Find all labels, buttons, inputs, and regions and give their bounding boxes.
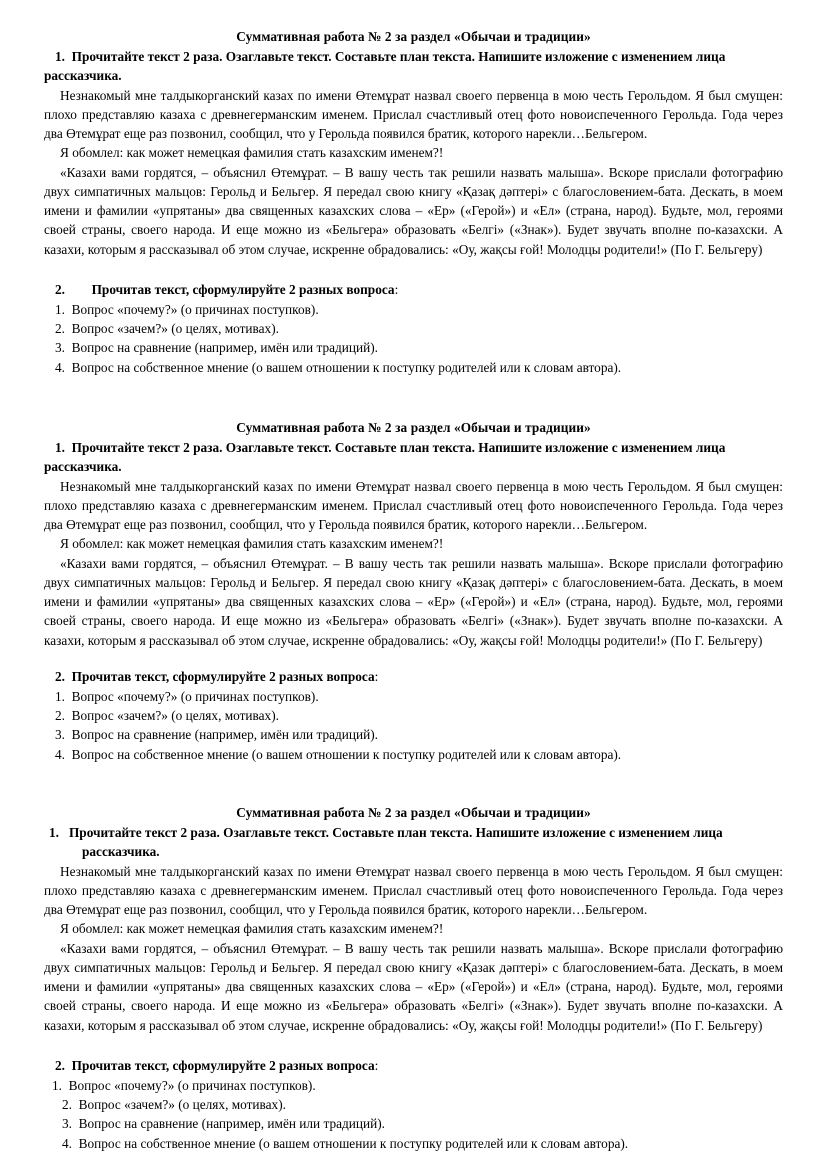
spacer (44, 1035, 783, 1057)
list-item: 3. Вопрос на сравнение (например, имён или традиций). (55, 340, 378, 356)
task-2-number-2: 2. (55, 668, 65, 684)
list-item: 4. Вопрос на собственное мнение (о вашем отношении к поступку родителей или к словам автора). (55, 746, 622, 762)
task-1-text-3: Прочитайте текст 2 раза. Озаглавьте текст. Составьте план текста. Напишите изложение с изменением лица рассказчика. (68, 824, 723, 859)
task-2-gap-1 (65, 282, 92, 297)
task-1-heading-2 (44, 439, 783, 477)
task-2-text-2: Прочитав текст, сформулируйте 2 разных вопроса (71, 668, 375, 684)
task-1-number-2: 1. (55, 439, 65, 455)
body-paragraph-1-3: «Казахи вами гордятся, – объяснил Өтемұрат. – В вашу честь так решили назвать малыша». Вскоре прислали фотографию двух симпатичных мальцов: Герольд и Бельгер. Я передал свою книгу «Қазақ дәптері» с благословением-бата. Дескать, в моем имени и фамилии «упрятаны» два священных казахских слова – «Ер» («Герой») и «Ел» (страна, народ). Будьте, мол, героями своей страны, своего народа. И еще можно из «Бельгера» образовать «Белгі» («Знак»). Будет звучать вполне по-казахски. А казахи, которым я рассказывал об этом случае, искренне обрадовались: «Оу, жақсы ғой! Молодцы родители!» (По Г. Бельгеру) (44, 164, 783, 257)
body-paragraph-3-2: Я обомлел: как может немецкая фамилия стать казахским именем?! (60, 921, 444, 937)
worksheet-block-1 (44, 28, 783, 377)
task-2-text-1: Прочитав текст, сформулируйте 2 разных вопроса (91, 282, 395, 298)
task-1-gap-2 (65, 440, 72, 455)
task-2-colon-2: : (374, 668, 379, 684)
document-title-3: Суммативная работа № 2 за раздел «Обычаи и традиции» (236, 804, 591, 820)
list-item: 2. Вопрос «зачем?» (о целях, мотивах). (55, 321, 279, 337)
body-paragraph-3-3: «Казахи вами гордятся, – объяснил Өтемұрат. – В вашу честь так решили назвать малыша». Вскоре прислали фотографию двух симпатичных мальцов: Герольд и Бельгер. Я передал свою книгу «Қазак дәптері» с благословением-бата. Дескать, в моем имени и фамилии «упрятаны» два священных казахских слова – «Ер» («Герой») и «Ел» (страна, народ). Будьте, мол, героями своей страны, своего народа. И еще можно из «Бельгера» образовать «Белгі» («Знак»). Будет звучать вполне по-казахски. А казахи, которым я рассказывал об этом случае, искренне обрадовались: «Оу, жақсы ғой! Молодцы родители!» (По Г. Бельгеру) (44, 940, 783, 1033)
task-2-text-3: Прочитав текст, сформулируйте 2 разных вопроса (71, 1057, 375, 1073)
block-separator-1 (44, 377, 783, 419)
list-item: 4. Вопрос на собственное мнение (о вашем отношении к поступку родителей или к словам автора). (62, 1135, 629, 1151)
task-2-gap-2 (65, 669, 72, 684)
task-1-heading-3 (44, 824, 783, 862)
document-title-2: Суммативная работа № 2 за раздел «Обычаи и традиции» (236, 419, 591, 435)
body-paragraph-1-2: Я обомлел: как может немецкая фамилия стать казахским именем?! (60, 145, 444, 161)
document-title-1: Суммативная работа № 2 за раздел «Обычаи и традиции» (236, 29, 591, 44)
task-2-gap-3 (65, 1058, 72, 1073)
list-item: 3. Вопрос на сравнение (например, имён или традиций). (55, 727, 378, 743)
task-2-heading-3 (44, 1057, 783, 1076)
list-item: 2. Вопрос «зачем?» (о целях, мотивах). (55, 708, 279, 724)
spacer (44, 259, 783, 281)
task-2-number-1: 2. (55, 282, 65, 298)
task-1-number-1: 1. (55, 48, 65, 64)
question-list-3 (44, 1076, 783, 1153)
task-2-colon-3: : (374, 1057, 379, 1073)
list-item: 2. Вопрос «зачем?» (о целях, мотивах). (62, 1097, 286, 1113)
worksheet-block-3 (44, 804, 783, 1153)
task-1-text-2: Прочитайте текст 2 раза. Озаглавьте текст. Составьте план текста. Напишите изложение с изменением лица рассказчика. (44, 439, 726, 474)
task-1-text-1: Прочитайте текст 2 раза. Озаглавьте текст. Составьте план текста. Напишите изложение с изменением лица рассказчика. (44, 48, 726, 83)
list-item: 4. Вопрос на собственное мнение (о вашем отношении к поступку родителей или к словам автора). (55, 359, 622, 375)
list-item: 1. Вопрос «почему?» (о причинах поступков). (55, 301, 319, 317)
body-paragraph-2-3: «Казахи вами гордятся, – объяснил Өтемұрат. – В вашу честь так решили назвать малыша». Вскоре прислали фотографию двух симпатичных мальцов: Герольд и Бельгер. Я передал свою книгу «Қазақ дәптері» с благословением-бата. Дескать, в моем имени и фамилии «упрятаны» два священных казахских слова – «Ер» («Герой») и «Ел» (страна, народ). Будьте, мол, героями своей страны, своего народа. И еще можно из «Бельгера» образовать «Белгі» («Знак»). Будет звучать вполне по-казахски. А казахи, которым я рассказывал об этом случае, искренне обрадовались: «Оу, жақсы ғой! Молодцы родители!» (По Г. Бельгеру) (44, 555, 783, 648)
list-item: 1. Вопрос «почему?» (о причинах поступков). (52, 1077, 316, 1093)
task-2-heading-1 (44, 281, 783, 300)
body-paragraph-3-1: Незнакомый мне талдыкорганский казах по имени Өтемұрат назвал своего первенца в мою честь Герольдом. Я был смущен: плохо представляю казаха с древнегерманским именем. Прислал счастливый отец фото новоиспеченного Герольда. Года через два Өтемұрат еще раз позвонил, сообщил, что у Герольда появился братик, которого нарекли…Бельгером. (44, 863, 783, 918)
list-item: 3. Вопрос на сравнение (например, имён или традиций). (62, 1116, 385, 1132)
task-1-gap-3 (59, 825, 69, 840)
list-item: 1. Вопрос «почему?» (о причинах поступков). (55, 688, 319, 704)
task-2-colon-1: : (394, 282, 399, 298)
block-separator-2 (44, 764, 783, 804)
body-paragraph-1-1: Незнакомый мне талдыкорганский казах по имени Өтемұрат назвал своего первенца в мою честь Герольдом. Я был смущен: плохо представляю казаха с древнегерманским именем. Прислал счастливый отец фото новоиспеченного Герольда. Года через два Өтемұрат еще раз позвонил, сообщил, что у Герольда появился братик, которого нарекли…Бельгером. (44, 87, 783, 142)
task-1-number-3: 1. (49, 824, 59, 840)
task-2-heading-2 (44, 668, 783, 687)
question-list-2 (44, 687, 783, 764)
spacer (44, 650, 783, 668)
worksheet-block-2 (44, 419, 783, 764)
task-1-heading-1 (44, 48, 783, 86)
task-2-number-3: 2. (55, 1057, 65, 1073)
body-paragraph-2-1: Незнакомый мне талдыкорганский казах по имени Өтемұрат назвал своего первенца в мою честь Герольдом. Я был смущен: плохо представляю казаха с древнегерманским именем. Прислал счастливый отец фото новоиспеченного Герольда. Года через два Өтемұрат еще раз позвонил, сообщил, что у Герольда появился братик, которого нарекли…Бельгером. (44, 478, 783, 533)
body-paragraph-2-2: Я обомлел: как может немецкая фамилия стать казахским именем?! (60, 536, 444, 552)
task-1-gap-1 (65, 49, 72, 64)
question-list-1 (44, 300, 783, 377)
